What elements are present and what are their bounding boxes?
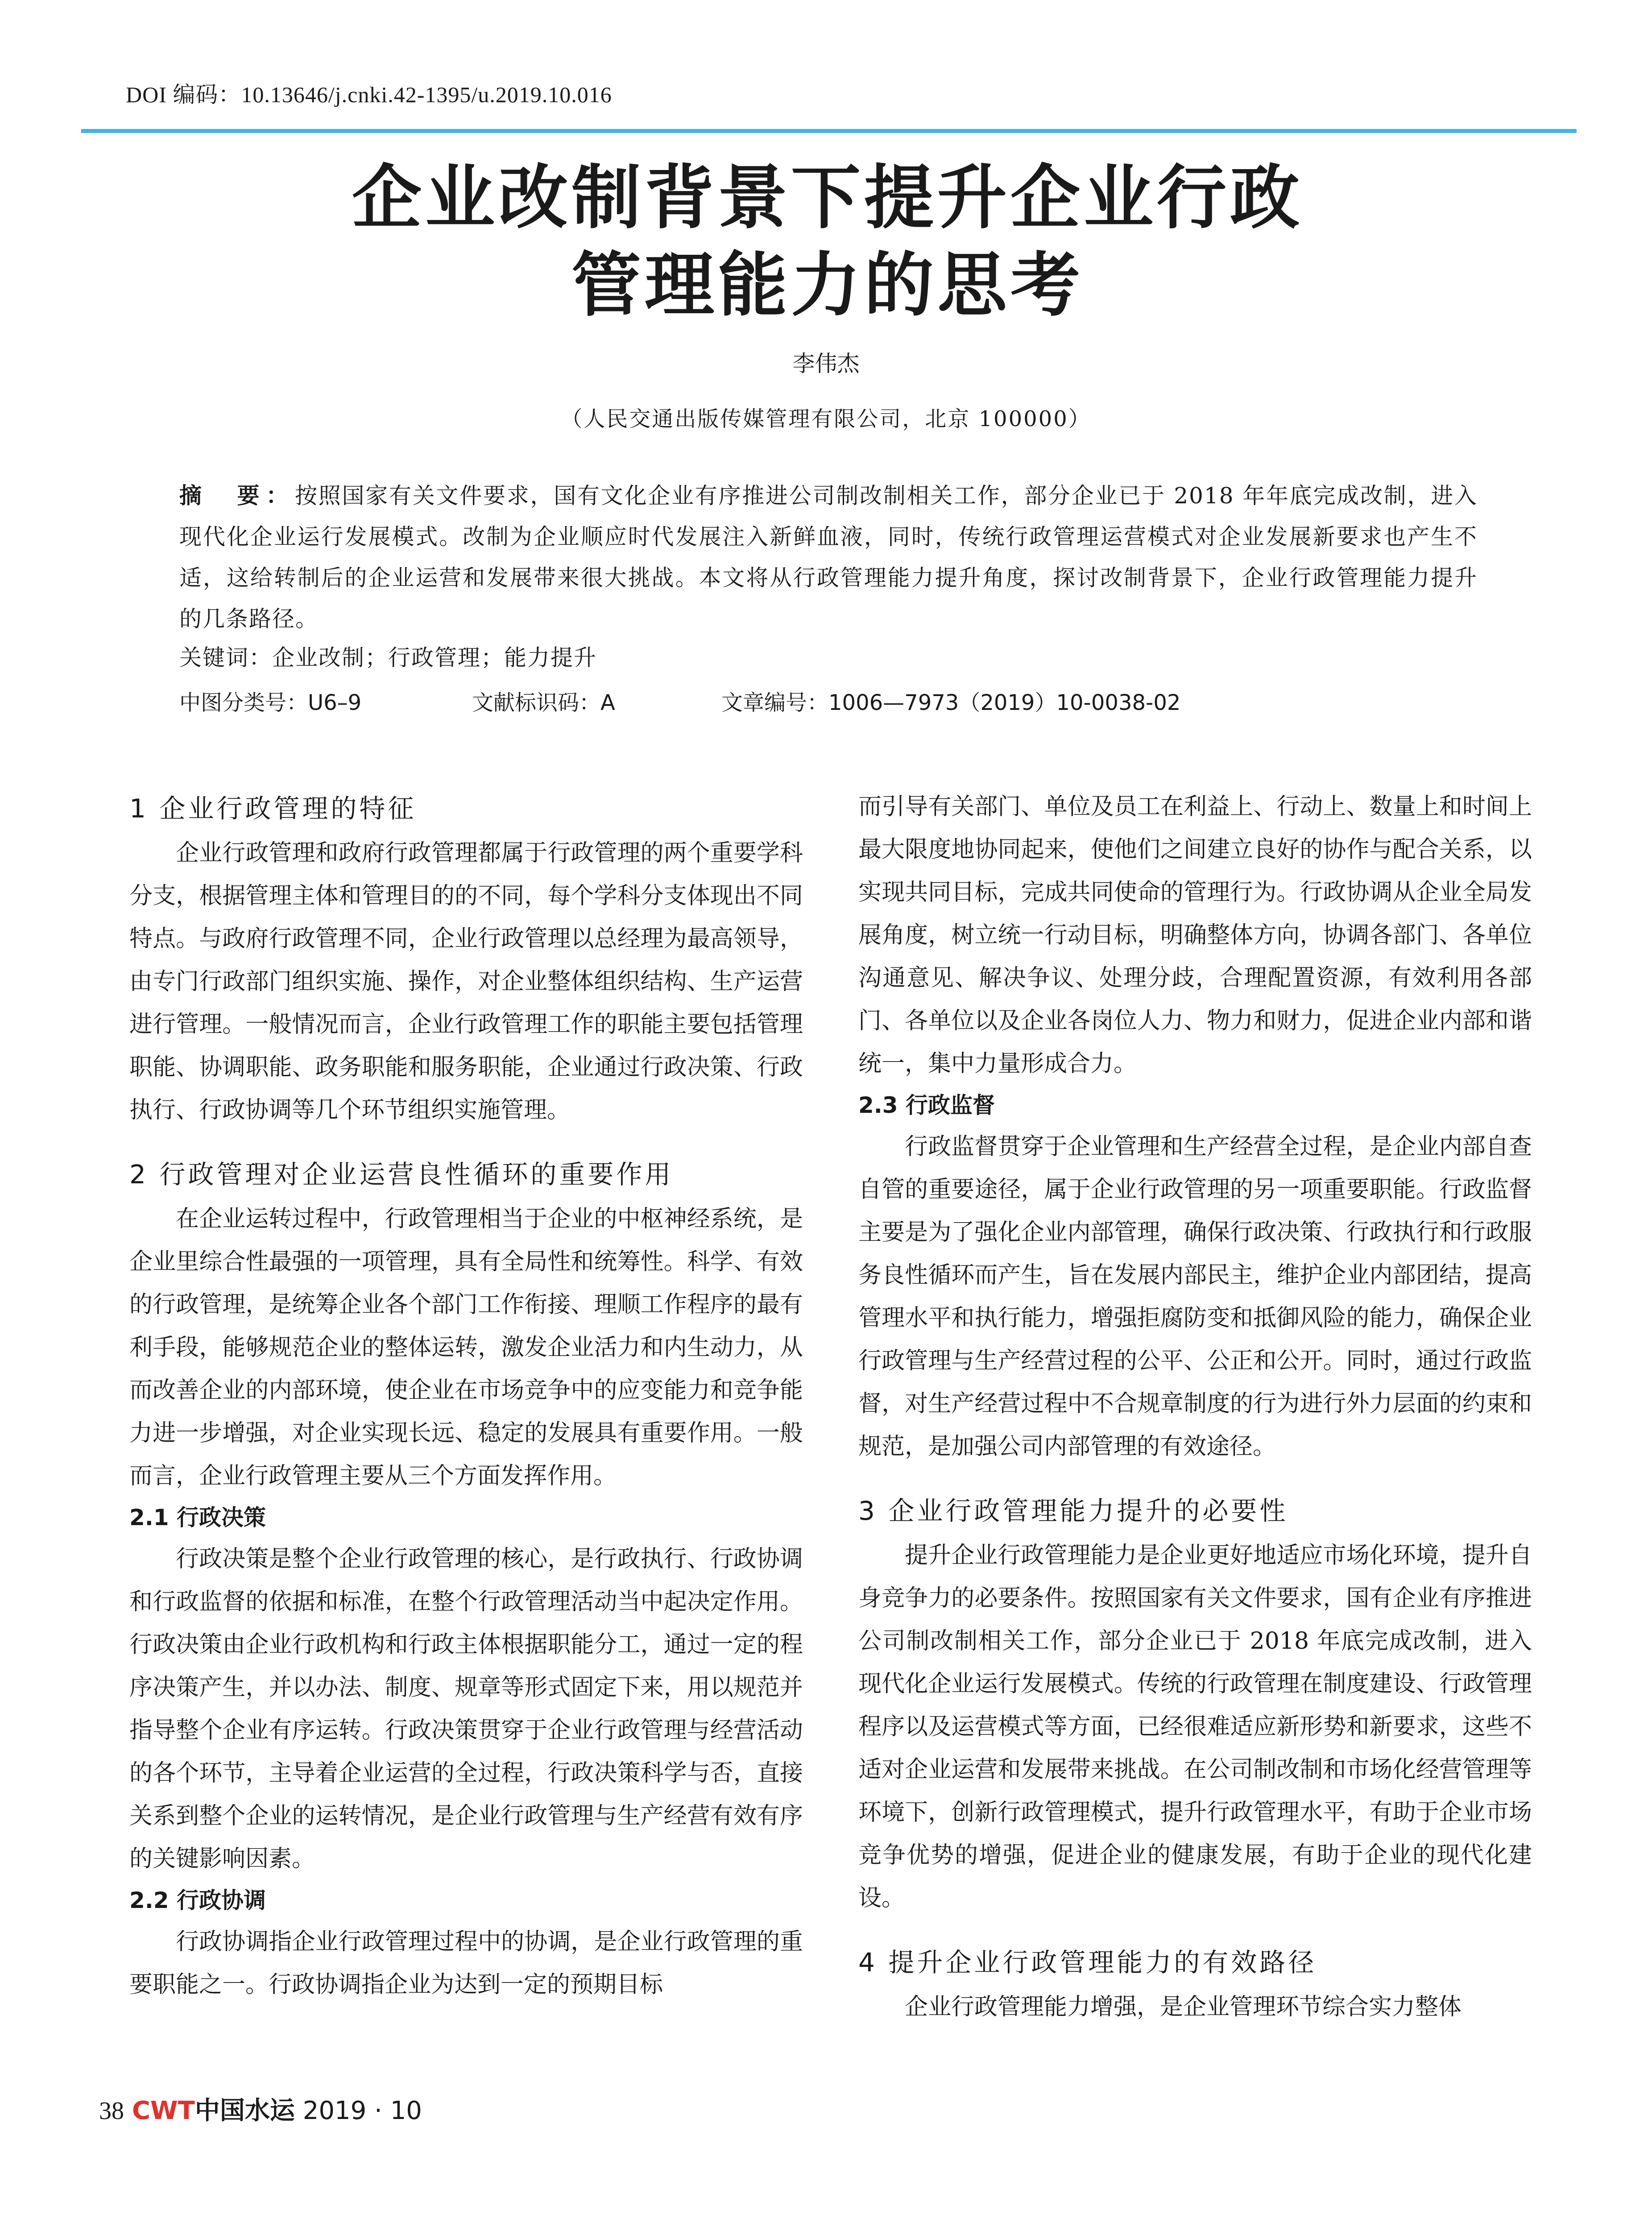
section-2-3-heading: 2.3 行政监督 [858,1092,995,1118]
article-title [178,154,1477,329]
title-line-2: 管理能力的思考 [571,244,1084,326]
section-1-heading: 1 企业行政管理的特征 [129,793,417,824]
page-footer [99,2091,422,2127]
page-number: 38 [99,2097,124,2125]
abstract-text: 按照国家有关文件要求，国有文化企业有序推进公司制改制相关工作，部分企业已于 2018 年年底完成改制，进入现代化企业运行发展模式。改制为企业顺应时代发展注入新鲜血液，同时，传统行政管理运营模式对企业发展新要求也产生不适，这给转制后的企业运营和发展带来很大挑战。本文将从行政管理能力提升角度，探讨改制背景下，企业行政管理能力提升的几条路径。 [179,483,1478,632]
section-3-paragraph: 提升企业行政管理能力是企业更好地适应市场化环境，提升自身竞争力的必要条件。按照国家有关文件要求，国有企业有序推进公司制改制相关工作，部分企业已于 2018 年底完成改制，进入现代化企业运行发展模式。传统的行政管理在制度建设、行政管理程序以及运营模式等方面，已经很难适应新形势和新要求，这些不适对企业运营和发展带来挑战。在公司制改制和市场化经营管理等环境下，创新行政管理模式，提升行政管理水平，有助于企业市场竞争优势的增强，促进企业的健康发展，有助于企业的现代化建设。 [858,1542,1532,1912]
classification-row [179,685,1478,717]
affiliation: （人民交通出版传媒管理有限公司，北京 100000） [561,406,1091,431]
article-number: 文章编号：1006—7973（2019）10-0038-02 [721,690,1181,715]
section-3-heading: 3 企业行政管理能力提升的必要性 [858,1496,1288,1526]
section-2-paragraph: 在企业运转过程中，行政管理相当于企业的中枢神经系统，是企业里综合性最强的一项管理，具有全局性和统筹性。科学、有效的行政管理，是统筹企业各个部门工作衔接、理顺工作程序的最有利手段，能够规范企业的整体运转，激发企业活力和内生动力，从而改善企业的内部环境，使企业在市场竞争中的应变能力和竞争能力进一步增强，对企业实现长远、稳定的发展具有重要作用。一般而言，企业行政管理主要从三个方面发挥作用。 [129,1206,803,1489]
section-4-paragraph: 企业行政管理能力增强，是企业管理环节综合实力整体 [905,1994,1462,2020]
section-2-2-paragraph: 行政协调指企业行政管理过程中的协调，是企业行政管理的重要职能之一。行政协调指企业为达到一定的预期目标 [129,1928,803,1998]
header-rule [81,129,1577,133]
section-4-heading: 4 提升企业行政管理能力的有效路径 [858,1947,1317,1978]
keywords: 关键词：企业改制；行政管理；能力提升 [179,645,597,671]
abstract-label: 摘 要： [179,483,295,509]
abstract [179,475,1478,639]
section-2-2-paragraph-continued: 而引导有关部门、单位及员工在利益上、行动上、数量上和时间上最大限度地协同起来，使他们之间建立良好的协作与配合关系，以实现共同目标，完成共同使命的管理行为。行政协调从企业全局发展角度，树立统一行动目标，明确整体方向，协调各部门、各单位沟通意见、解决争议、处理分歧，合理配置资源，有效利用各部门、各单位以及企业各岗位人力、物力和财力，促进企业内部和谐统一，集中力量形成合力。 [858,793,1532,1077]
left-column [129,785,803,2006]
section-2-2-heading: 2.2 行政协调 [129,1887,266,1913]
title-line-1: 企业改制背景下提升企业行政 [352,157,1303,238]
document-code: 文献标识码：A [472,690,615,715]
section-2-1-paragraph: 行政决策是整个企业行政管理的核心，是行政执行、行政协调和行政监督的依据和标准，在整个行政管理活动当中起决定作用。行政决策由企业行政机构和行政主体根据职能分工，通过一定的程序决策产生，并以办法、制度、规章等形式固定下来，用以规范并指导整个企业有序运转。行政决策贯穿于企业行政管理与经营活动的各个环节，主导着企业运营的全过程，行政决策科学与否，直接关系到整个企业的运转情况，是企业行政管理与生产经营有效有序的关键影响因素。 [129,1546,803,1872]
right-column [858,785,1532,2028]
section-2-1-heading: 2.1 行政决策 [129,1505,266,1530]
journal-logo: CWT [132,2096,195,2125]
clc-number: 中图分类号：U6–9 [179,690,362,715]
author: 李伟杰 [792,351,860,377]
section-2-3-paragraph: 行政监督贯穿于企业管理和生产经营全过程，是企业内部自查自管的重要途径，属于企业行政管理的另一项重要职能。行政监督主要是为了强化企业内部管理，确保行政决策、行政执行和行政服务良性循环而产生，旨在发展内部民主，维护企业内部团结，提高管理水平和执行能力，增强拒腐防变和抵御风险的能力，确保企业行政管理与生产经营过程的公平、公正和公开。同时，通过行政监督，对生产经营过程中不合规章制度的行为进行外力层面的约束和规范，是加强公司内部管理的有效途径。 [858,1133,1532,1460]
section-2-heading: 2 行政管理对企业运营良性循环的重要作用 [129,1159,674,1190]
journal-issue: 2019 · 10 [302,2096,422,2125]
doi-line: DOI 编码：10.13646/j.cnki.42-1395/u.2019.10.016 [126,82,612,107]
section-1-paragraph: 企业行政管理和政府行政管理都属于行政管理的两个重要学科分支，根据管理主体和管理目的的不同，每个学科分支体现出不同特点。与政府行政管理不同，企业行政管理以总经理为最高领导，由专门行政部门组织实施、操作，对企业整体组织结构、生产运营进行管理。一般情况而言，企业行政管理工作的职能主要包括管理职能、协调职能、政务职能和服务职能，企业通过行政决策、行政执行、行政协调等几个环节组织实施管理。 [129,840,803,1124]
journal-name: 中国水运 [195,2096,295,2125]
